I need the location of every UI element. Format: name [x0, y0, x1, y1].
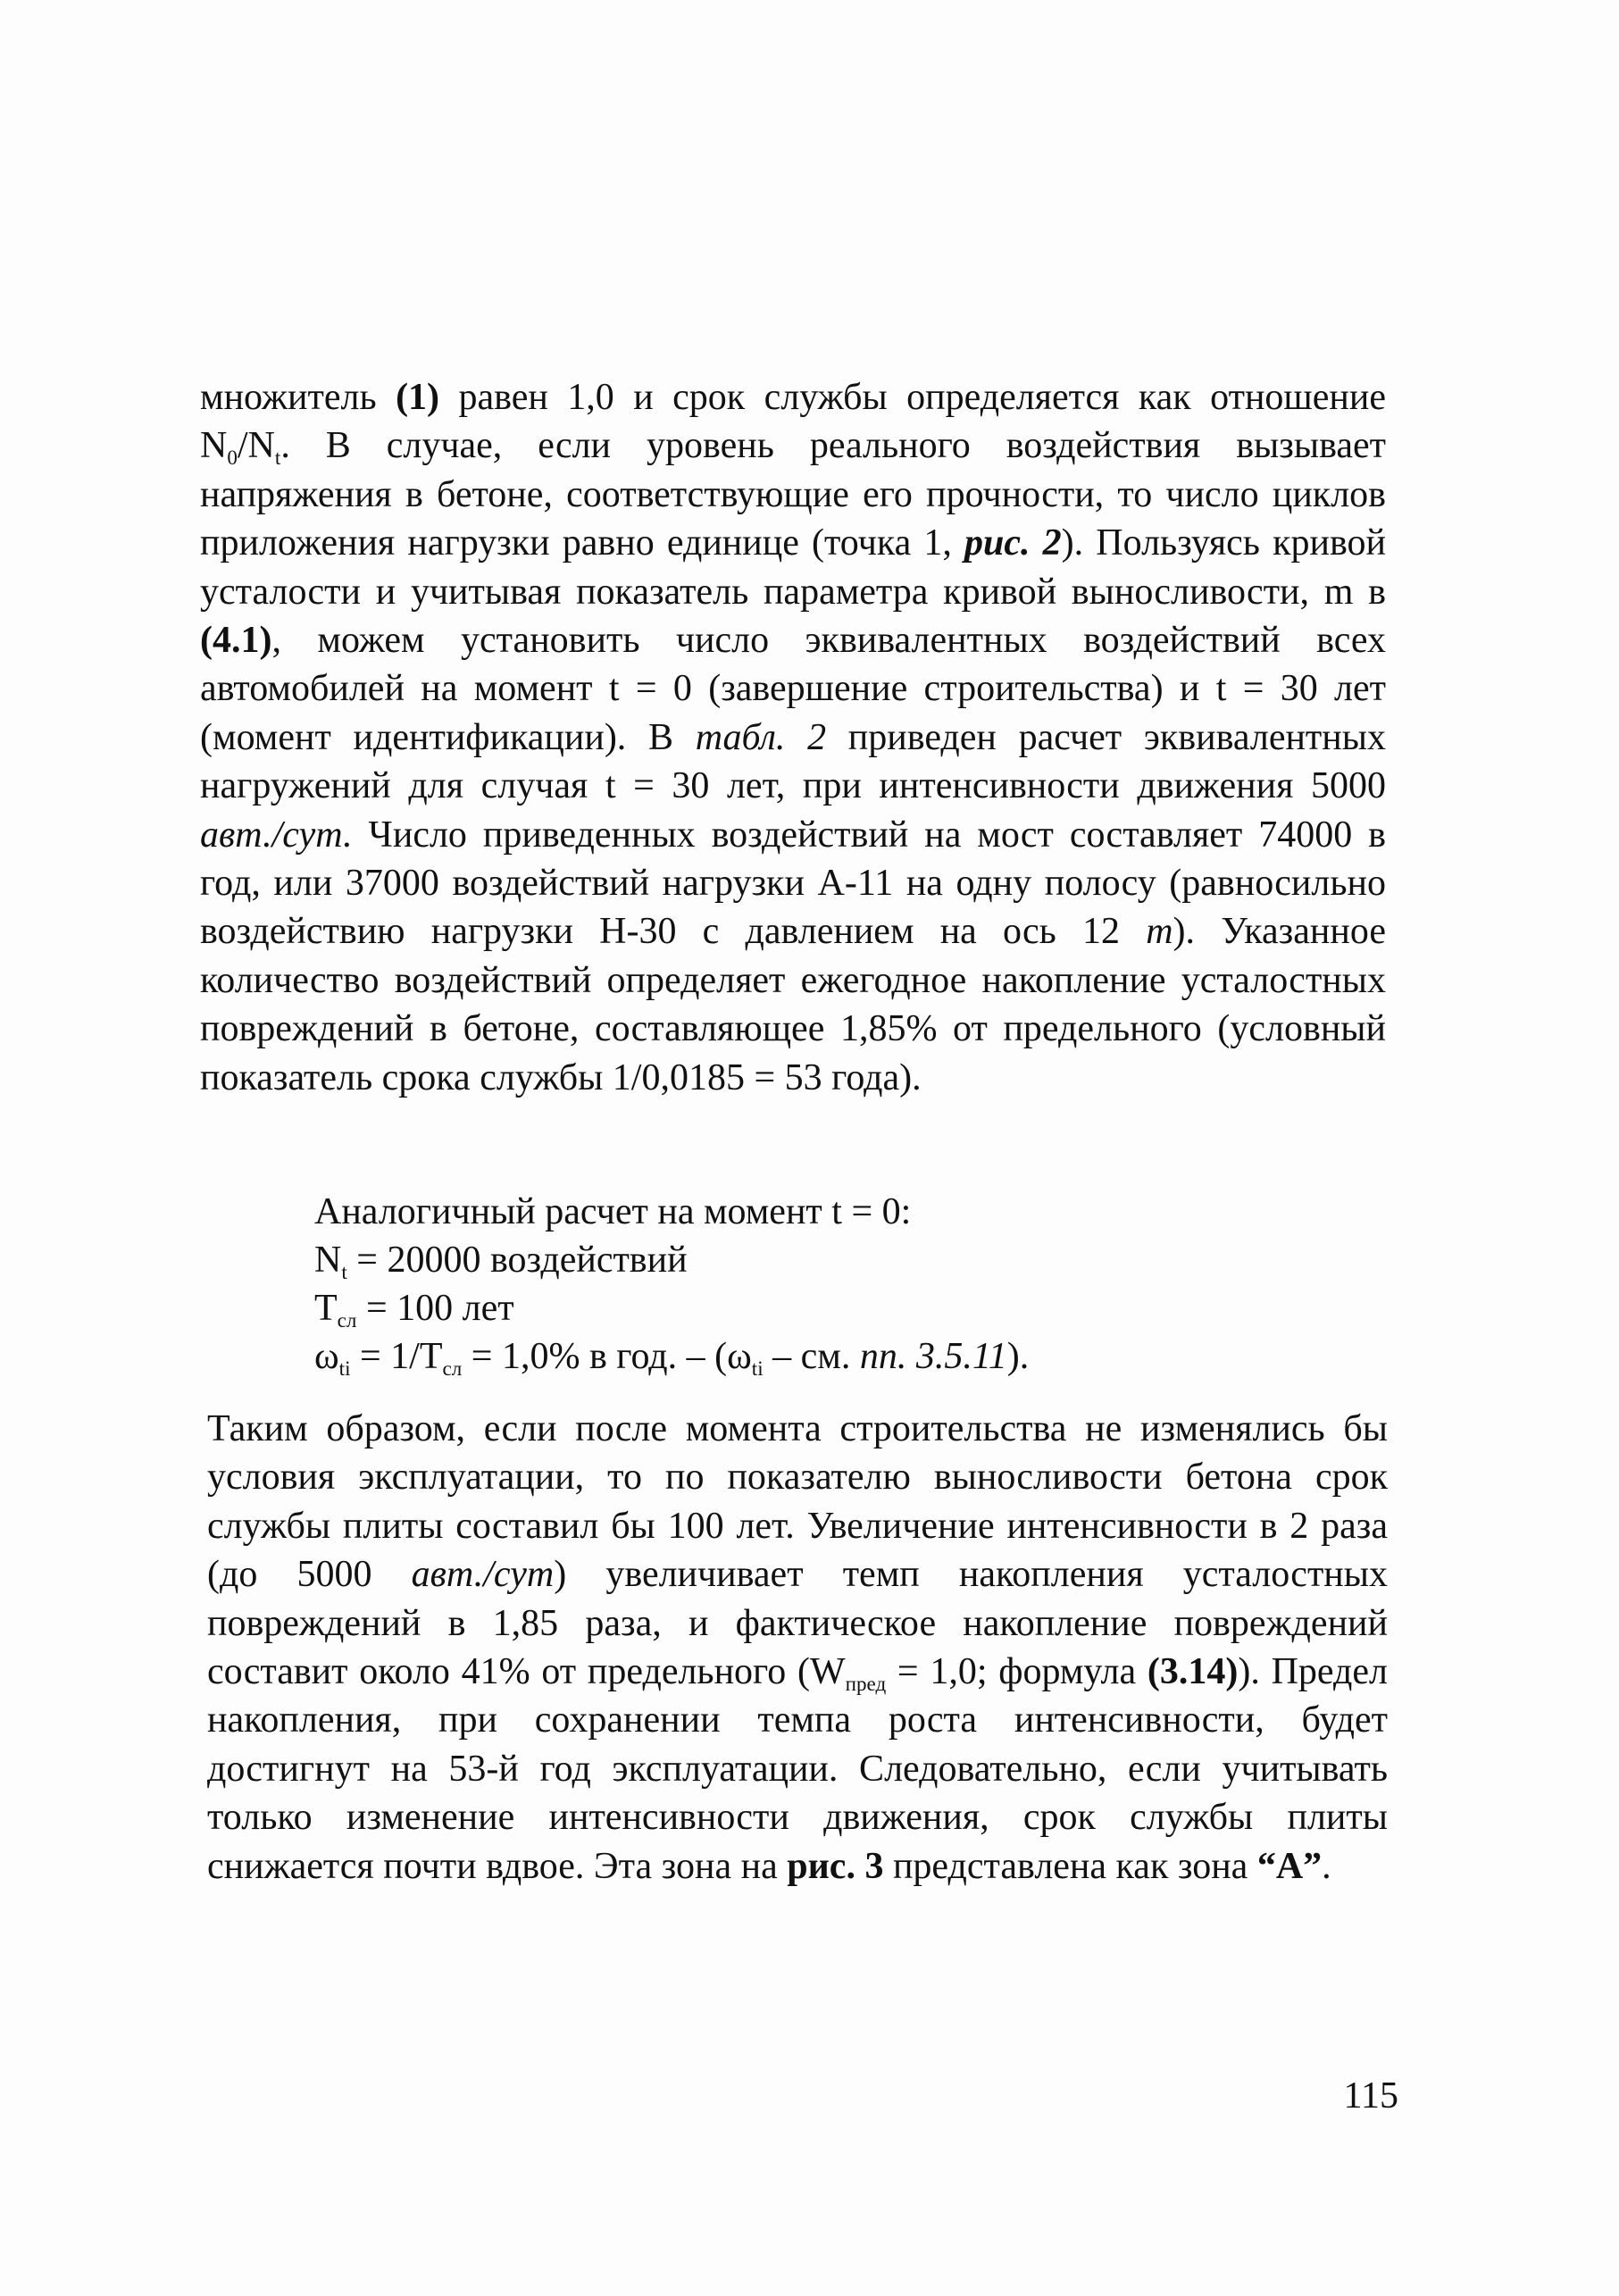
value: = 1,0% в год. – (ω — [462, 1336, 752, 1377]
text-run: . В случае, если уровень реального воздействия вызывает напряжения в бетоне, соответствующие его прочности, то число циклов приложения нагрузки равно единице (точка 1, — [200, 425, 1386, 564]
figure-ref: рис. 2 — [964, 522, 1062, 564]
subscript: ti — [751, 1357, 764, 1381]
text-run: равен 1,0 и срок службы определяется как отношение N — [200, 377, 1386, 467]
text-run: ). Указанное количество воздействий определяет ежегодное накопление усталостных повреждений в бетоне, составляющее 1,85% от предельного (условный показатель срока службы 1/0,0185 = 53 года). — [200, 911, 1386, 1098]
formula-ref: (4.1) — [200, 620, 272, 662]
text-run: ). Предел накопления, при сохранении темпа роста интенсивности, будет достигнут на 53-й год эксплуатации. Следовательно, если учитывать только изменение интенсивности движения, срок службы плиты снижается почти вдвое. Эта зона на — [207, 1651, 1388, 1887]
subscript: пред — [845, 1672, 887, 1696]
unit: т — [1146, 911, 1173, 953]
text-run: Таким образом, если после момента строительства не изменялись бы условия эксплуатации, то по показателю выносливости бетона срок службы плиты составил бы 100 лет. Увеличение интенсивности в 2 раза (до 5000 — [207, 1408, 1388, 1596]
text-run: ). — [1006, 1336, 1030, 1377]
formula-ref: (1) — [396, 377, 440, 418]
text-run: /N — [237, 425, 275, 467]
paragraph-2 — [207, 1405, 1388, 1891]
section-ref: пп. 3.5.11 — [859, 1336, 1007, 1377]
subscript: t — [341, 1260, 347, 1284]
page-number: 115 — [1343, 2075, 1398, 2116]
table-ref-number: 2 — [807, 716, 827, 758]
symbol: ω — [314, 1336, 339, 1377]
zone-label: “А” — [1256, 1845, 1323, 1887]
symbol: T — [314, 1288, 338, 1329]
text-run: приведен расчет эквивалентных нагружений для случая t = 30 лет, при интенсивности движения 5000 — [200, 716, 1386, 807]
text-run: = 1,0; формула — [886, 1651, 1147, 1693]
unit: авт./сут — [411, 1554, 555, 1596]
text-run: множитель — [200, 377, 396, 418]
text-run: . — [1322, 1845, 1331, 1887]
text-run: представлена как зона — [883, 1845, 1257, 1887]
calculation-nt — [314, 1236, 1297, 1284]
formula-ref: (3.14) — [1147, 1651, 1239, 1693]
text-run: ) увеличивает темп накопления усталостных повреждений в 1,85 раза, и фактическое накопление повреждений составит около 41% от предельного (W — [207, 1554, 1388, 1693]
unit: авт./сут. — [200, 814, 353, 856]
paragraph-1 — [200, 373, 1386, 1102]
subscript: сл — [337, 1308, 357, 1332]
calculation-omega — [314, 1332, 1297, 1381]
text-run: – см. — [763, 1336, 860, 1377]
table-ref: табл. — [695, 716, 786, 758]
figure-ref: рис. 3 — [787, 1845, 884, 1887]
text-run — [785, 717, 807, 758]
subscript: 0 — [227, 446, 238, 470]
subscript: ti — [338, 1357, 351, 1381]
paragraph-2-text — [207, 1405, 1388, 1891]
calculation-block — [314, 1188, 1297, 1381]
symbol: N — [314, 1240, 342, 1281]
calculation-intro: Аналогичный расчет на момент t = 0: — [314, 1191, 912, 1232]
value: = 1/T — [350, 1336, 443, 1377]
value: = 20000 воздействий — [346, 1240, 688, 1281]
text-run: Число приведенных воздействий на мост составляет 74000 в год, или 37000 воздействий нагрузки А-11 на одну полосу (равносильно воздействию нагрузки Н-30 с давлением на ось 12 — [200, 814, 1386, 953]
calculation-tsl — [314, 1284, 1297, 1332]
text-run: , можем установить число эквивалентных воздействий всех автомобилей на момент t = 0 (завершение строительства) и t = 30 лет (момент идентификации). В — [200, 620, 1386, 758]
paragraph-1-text — [200, 373, 1386, 1102]
text-run: ). Пользуясь кривой усталости и учитывая показатель параметра кривой выносливости, m в — [200, 522, 1387, 613]
value: = 100 лет — [356, 1288, 514, 1329]
subscript: t — [274, 446, 281, 470]
subscript: сл — [442, 1357, 463, 1381]
